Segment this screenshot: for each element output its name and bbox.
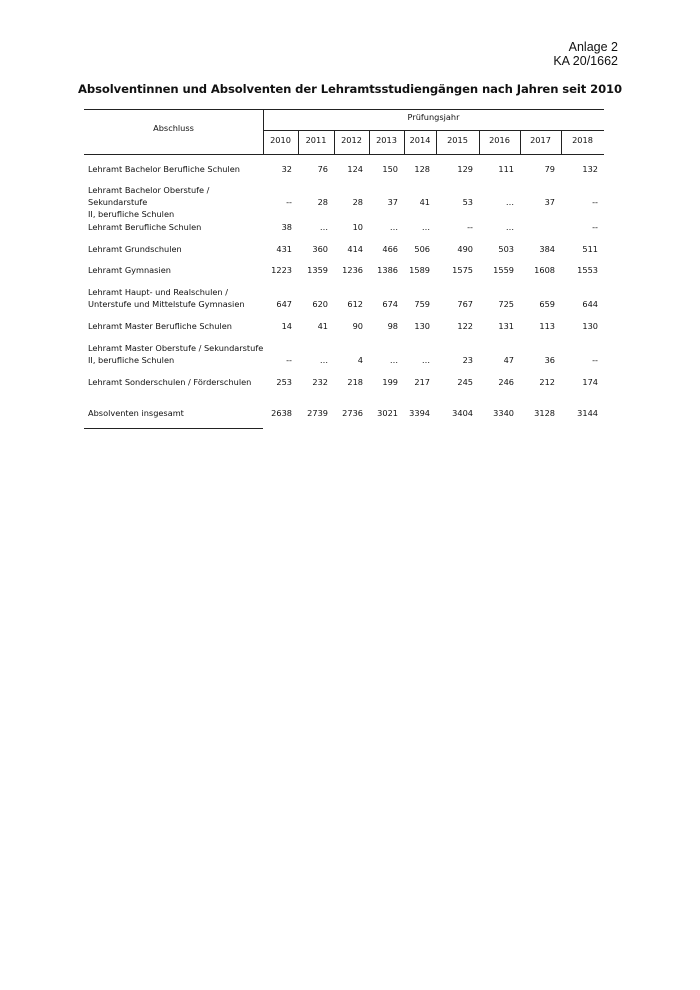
- cell-value: 199: [382, 377, 398, 387]
- cell-value: --: [592, 355, 598, 365]
- cell-value: 1386: [377, 265, 398, 275]
- row-label: [88, 184, 268, 220]
- cell-value: 1553: [577, 265, 598, 275]
- cell-value: 90: [352, 321, 363, 331]
- cell-value: 4: [357, 355, 363, 365]
- year-divider: [404, 130, 405, 154]
- cell-value: 1589: [409, 265, 430, 275]
- cell-value: 511: [582, 244, 598, 254]
- row-label-line: Lehramt Grundschulen: [88, 244, 182, 254]
- cell-value: 2736: [342, 408, 363, 418]
- cell-value: 2739: [307, 408, 328, 418]
- year-divider: [436, 130, 437, 154]
- cell-value: …: [421, 222, 430, 232]
- cell-value: 128: [414, 164, 430, 174]
- row-label-line: Lehramt Berufliche Schulen: [88, 222, 202, 232]
- cell-value: 647: [276, 299, 292, 309]
- cell-value: 130: [582, 321, 598, 331]
- cell-value: 1608: [534, 265, 555, 275]
- cell-value: 53: [462, 197, 473, 207]
- cell-value: --: [592, 197, 598, 207]
- cell-value: 490: [457, 244, 473, 254]
- cell-value: 1575: [452, 265, 473, 275]
- year-header: 2014: [409, 135, 431, 145]
- cell-value: 14: [281, 321, 292, 331]
- row-label-line: Lehramt Sonderschulen / Förderschulen: [88, 377, 252, 387]
- row-label-line: Lehramt Bachelor Berufliche Schulen: [88, 164, 240, 174]
- cell-value: 3394: [409, 408, 430, 418]
- year-header: 2012: [341, 135, 362, 145]
- cell-value: 1223: [271, 265, 292, 275]
- cell-value: --: [592, 222, 598, 232]
- cell-value: 113: [539, 321, 555, 331]
- row-label: [88, 320, 268, 332]
- year-divider: [561, 130, 562, 154]
- header-bottom-rule: [84, 154, 604, 155]
- row-label: [88, 407, 268, 419]
- cell-value: 674: [382, 299, 398, 309]
- cell-value: 384: [539, 244, 555, 254]
- year-divider: [334, 130, 335, 154]
- row-label-line: II, berufliche Schulen: [88, 209, 175, 219]
- row-label-line: Lehramt Master Oberstufe / Sekundarstufe: [88, 343, 264, 353]
- cell-value: 41: [317, 321, 328, 331]
- row-label: [88, 243, 268, 255]
- cell-value: 245: [457, 377, 473, 387]
- year-divider: [479, 130, 480, 154]
- cell-value: 38: [281, 222, 292, 232]
- cell-value: 360: [312, 244, 328, 254]
- cell-value: 150: [382, 164, 398, 174]
- row-label-line: Absolventen insgesamt: [88, 408, 184, 418]
- annex-label: Anlage 2: [568, 40, 618, 54]
- cell-value: 122: [457, 321, 473, 331]
- cell-value: 76: [317, 164, 328, 174]
- cell-value: 36: [544, 355, 555, 365]
- cell-value: 232: [312, 377, 328, 387]
- cell-value: 659: [539, 299, 555, 309]
- cell-value: …: [389, 355, 398, 365]
- cell-value: 130: [414, 321, 430, 331]
- cell-value: --: [286, 197, 292, 207]
- cell-value: 124: [347, 164, 363, 174]
- cell-value: …: [389, 222, 398, 232]
- row-label-line: II, berufliche Schulen: [88, 355, 175, 365]
- cell-value: …: [505, 197, 514, 207]
- cell-value: 98: [387, 321, 398, 331]
- cell-value: 1559: [493, 265, 514, 275]
- year-divider: [298, 130, 299, 154]
- row-label-line: Unterstufe und Mittelstufe Gymnasien: [88, 299, 245, 309]
- cell-value: 111: [498, 164, 514, 174]
- cell-value: 414: [347, 244, 363, 254]
- cell-value: 759: [414, 299, 430, 309]
- cell-value: 466: [382, 244, 398, 254]
- year-header-rule: [263, 130, 604, 131]
- row-label: [88, 163, 268, 175]
- document-number: KA 20/1662: [553, 54, 618, 68]
- cell-value: --: [467, 222, 473, 232]
- year-header: 2016: [489, 135, 510, 145]
- year-header: 2010: [270, 135, 291, 145]
- year-header: 2015: [447, 135, 468, 145]
- cell-value: 217: [414, 377, 430, 387]
- cell-value: 28: [317, 197, 328, 207]
- cell-value: 37: [544, 197, 555, 207]
- table-bottom-rule: [84, 428, 263, 429]
- year-header: 2017: [530, 135, 551, 145]
- cell-value: 131: [498, 321, 514, 331]
- cell-value: 129: [457, 164, 473, 174]
- row-label: [88, 342, 268, 366]
- cell-value: 767: [457, 299, 473, 309]
- cell-value: 174: [582, 377, 598, 387]
- row-label-line: Lehramt Haupt- und Realschulen /: [88, 287, 228, 297]
- table-top-rule: [84, 109, 604, 110]
- row-label: [88, 286, 268, 310]
- year-header: 2011: [305, 135, 327, 145]
- column-header-pruefungsjahr: Prüfungsjahr: [407, 112, 460, 122]
- row-label: [88, 264, 268, 276]
- cell-value: 218: [347, 377, 363, 387]
- cell-value: 2638: [271, 408, 292, 418]
- cell-value: …: [421, 355, 430, 365]
- cell-value: --: [286, 355, 292, 365]
- cell-value: 3021: [377, 408, 398, 418]
- cell-value: 620: [312, 299, 328, 309]
- cell-value: …: [505, 222, 514, 232]
- cell-value: 246: [498, 377, 514, 387]
- row-label: [88, 376, 268, 388]
- cell-value: 23: [462, 355, 473, 365]
- cell-value: 431: [276, 244, 292, 254]
- cell-value: 1236: [342, 265, 363, 275]
- cell-value: 41: [419, 197, 430, 207]
- cell-value: 32: [281, 164, 292, 174]
- year-divider: [369, 130, 370, 154]
- year-header: 2018: [572, 135, 593, 145]
- cell-value: …: [319, 355, 328, 365]
- row-label-line: Lehramt Master Berufliche Schulen: [88, 321, 232, 331]
- cell-value: 253: [276, 377, 292, 387]
- row-label: [88, 221, 268, 233]
- cell-value: 47: [503, 355, 514, 365]
- cell-value: 10: [352, 222, 363, 232]
- cell-value: 3144: [577, 408, 598, 418]
- cell-value: 3340: [493, 408, 514, 418]
- row-label-line: Lehramt Bachelor Oberstufe / Sekundarstufe: [88, 185, 210, 207]
- column-header-abschluss: Abschluss: [153, 123, 194, 133]
- cell-value: 37: [387, 197, 398, 207]
- cell-value: 3128: [534, 408, 555, 418]
- cell-value: 506: [414, 244, 430, 254]
- annex-reference: [553, 40, 618, 68]
- year-divider: [520, 130, 521, 154]
- cell-value: 644: [582, 299, 598, 309]
- cell-value: …: [319, 222, 328, 232]
- page-title: Absolventinnen und Absolventen der Lehramtsstudiengängen nach Jahren seit 2010: [78, 82, 622, 96]
- cell-value: 725: [498, 299, 514, 309]
- cell-value: 28: [352, 197, 363, 207]
- cell-value: 212: [539, 377, 555, 387]
- cell-value: 1359: [307, 265, 328, 275]
- cell-value: 3404: [452, 408, 473, 418]
- cell-value: 79: [544, 164, 555, 174]
- row-label-line: Lehramt Gymnasien: [88, 265, 171, 275]
- cell-value: 132: [582, 164, 598, 174]
- cell-value: 612: [347, 299, 363, 309]
- cell-value: 503: [498, 244, 514, 254]
- year-header: 2013: [376, 135, 397, 145]
